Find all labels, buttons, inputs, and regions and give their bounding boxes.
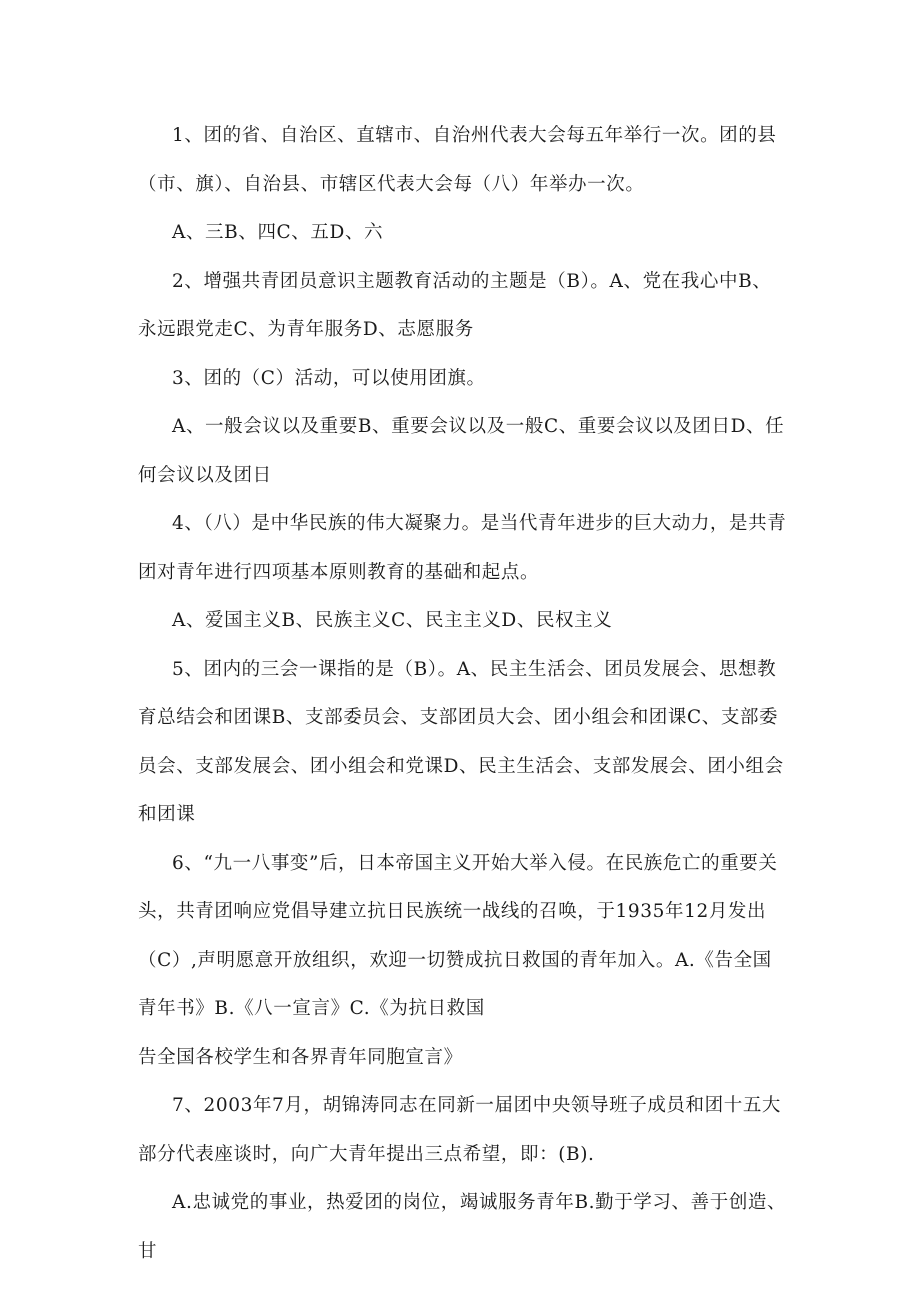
question-2-text: 2、增强共青团员意识主题教育活动的主题是（B）。A、党在我心中B、永远跟党走C、为青年服务D、志愿服务 [138,270,772,340]
question-1-options: A、三B、四C、五D、六 [172,222,384,243]
question-3-text: 3、团的（C）活动，可以使用团旗。 [172,367,486,389]
question-5-text: 5、团内的三会一课指的是（B）。A、民主生活会、团员发展会、思想教育总结会和团课B、支部委员会、支部团员大会、团小组会和团课C、支部委员会、支部发展会、团小组会和党课D、民主生活会、支部发展会、团小组会和团课 [138,658,784,825]
question-6-text: 6、“九一八事变”后，日本帝国主义开始大举入侵。在民族危亡的重要关头，共青团响应党倡导建立抗日民族统一战线的召唤，于1935年12月发出（C）,声明愿意开放组织，欢迎一切赞成抗日救国的青年加入。A.《告全国青年书》B.《八一宣言》C.《为抗日救国 [138,852,778,1019]
question-4-text: 4、（八）是中华民族的伟大凝聚力。是当代青年进步的巨大动力，是共青团对青年进行四项基本原则教育的基础和起点。 [138,513,787,583]
question-4-options: A、爱国主义B、民族主义C、民主主义D、民权主义 [172,610,613,631]
question-7-text: 7、2003年7月，胡锦涛同志在同新一届团中央领导班子成员和团十五大部分代表座谈时，向广大青年提出三点希望，即：(B). [138,1095,782,1165]
document-body [138,112,788,1276]
question-3-options: A、一般会议以及重要B、重要会议以及一般C、重要会议以及团日D、任何会议以及团日 [138,416,785,486]
question-6-continuation: 告全国各校学生和各界青年同胞宣言》 [138,1046,463,1068]
question-1-text: 1、团的省、自治区、直辖市、自治州代表大会每五年举行一次。团的县（市、旗）、自治县、市辖区代表大会每（八）年举办一次。 [138,125,777,195]
question-7-options: A.忠诚党的事业，热爱团的岗位，竭诚服务青年B.勤于学习、善于创造、甘 [138,1192,787,1262]
